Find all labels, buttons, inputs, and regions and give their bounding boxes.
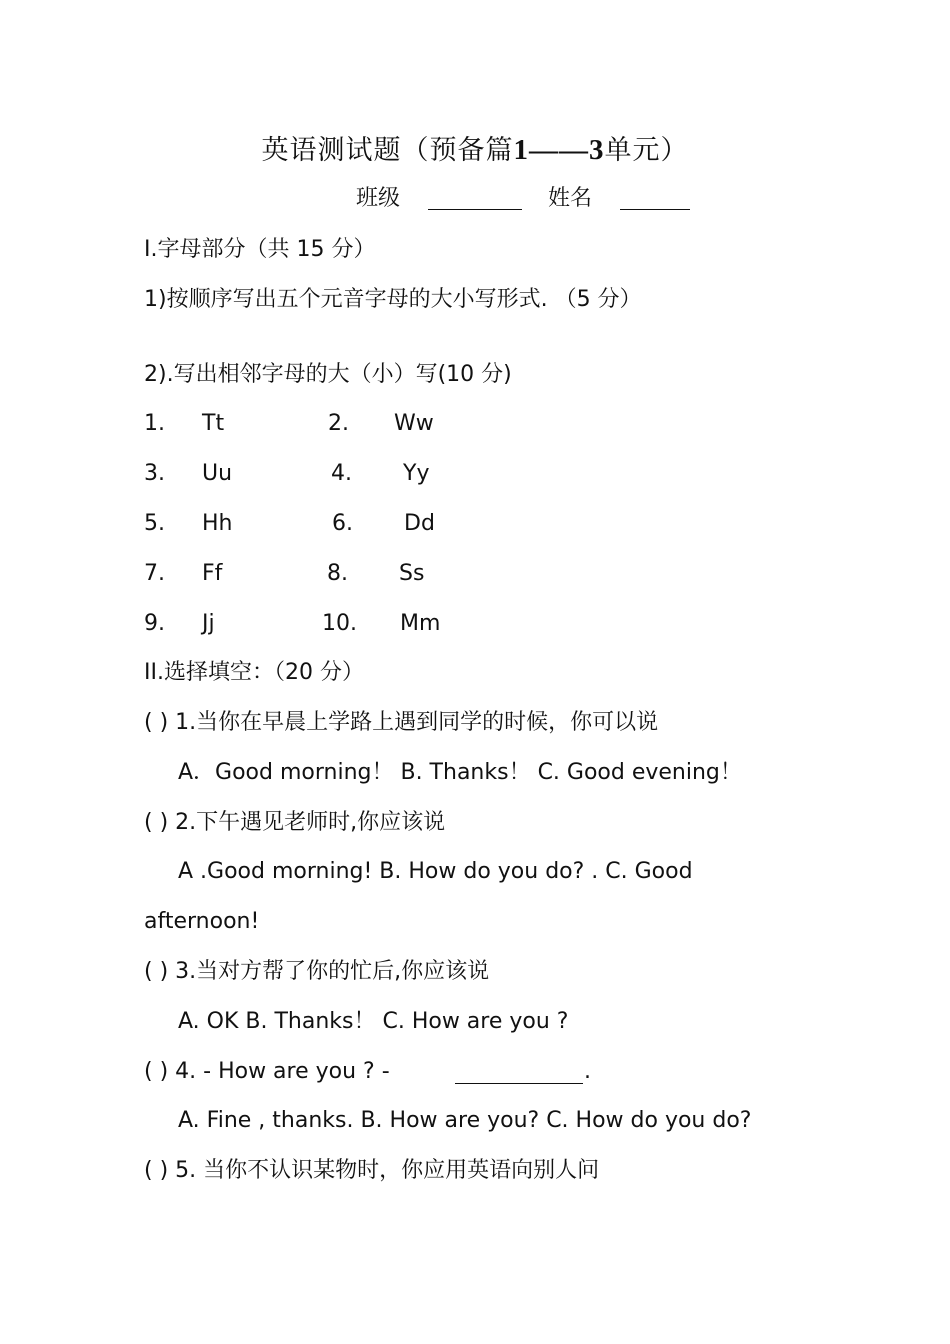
letter-pair: Jj [202, 611, 215, 636]
letter-num: 9. [144, 611, 165, 636]
question-stem: ( ) 1.当你在早晨上学路上遇到同学的时候，你可以说 [144, 710, 659, 735]
question-stem: ( ) 3.当对方帮了你的忙后,你应该说 [144, 959, 490, 984]
letter-pair: Uu [202, 461, 233, 486]
class-blank[interactable] [428, 189, 522, 210]
class-label: 班级 [356, 186, 401, 211]
letter-pair: Hh [202, 511, 233, 536]
letter-pair: Mm [400, 611, 441, 636]
section1-part1: 1)按顺序写出五个元音字母的大小写形式. （5 分） [144, 287, 642, 312]
question-options: A. Fine , thanks. B. How are you? C. How do you do? [178, 1108, 752, 1133]
letter-pair: Ff [202, 561, 223, 586]
letter-pair: Ww [394, 411, 434, 436]
question-options: A. OK B. Thanks！ C. How are you ? [178, 1009, 569, 1034]
name-blank[interactable] [620, 189, 690, 210]
question-stem-tail: . [584, 1059, 591, 1084]
letter-num: 8. [327, 561, 348, 586]
title-prefix: 英语测试题（预备篇 [261, 135, 514, 166]
letter-num: 3. [144, 461, 165, 486]
question-options: A .Good morning! B. How do you do? . C. Good [178, 859, 693, 884]
question-stem: ( ) 4. - How are you ? - [144, 1059, 390, 1084]
question-stem: ( ) 5. 当你不认识某物时，你应用英语向别人问 [144, 1158, 600, 1183]
letter-pair: Dd [404, 511, 435, 536]
question-options: A．Good morning！ B. Thanks！ C. Good evening！ [178, 760, 742, 785]
title-suffix: 单元） [604, 135, 689, 166]
letter-pair: Yy [403, 461, 430, 486]
letter-num: 6. [332, 511, 353, 536]
section2-heading: II.选择填空：（20 分） [144, 660, 364, 685]
letter-num: 2. [328, 411, 349, 436]
letter-num: 5. [144, 511, 165, 536]
question-stem: ( ) 2.下午遇见老师时,你应该说 [144, 810, 446, 835]
letter-num: 10. [322, 611, 357, 636]
letter-num: 4. [331, 461, 352, 486]
section1-heading: I.字母部分（共 15 分） [144, 237, 376, 262]
letter-pair: Tt [202, 411, 225, 436]
name-label: 姓名 [548, 186, 593, 211]
title-range: 1——3 [513, 134, 605, 166]
section1-part2: 2).写出相邻字母的大（小）写(10 分) [144, 362, 512, 387]
letter-pair: Ss [399, 561, 425, 586]
answer-blank[interactable] [455, 1063, 583, 1084]
letter-num: 7. [144, 561, 165, 586]
question-options-continued: afternoon! [144, 909, 260, 934]
page-title [0, 128, 950, 167]
letter-num: 1. [144, 411, 165, 436]
